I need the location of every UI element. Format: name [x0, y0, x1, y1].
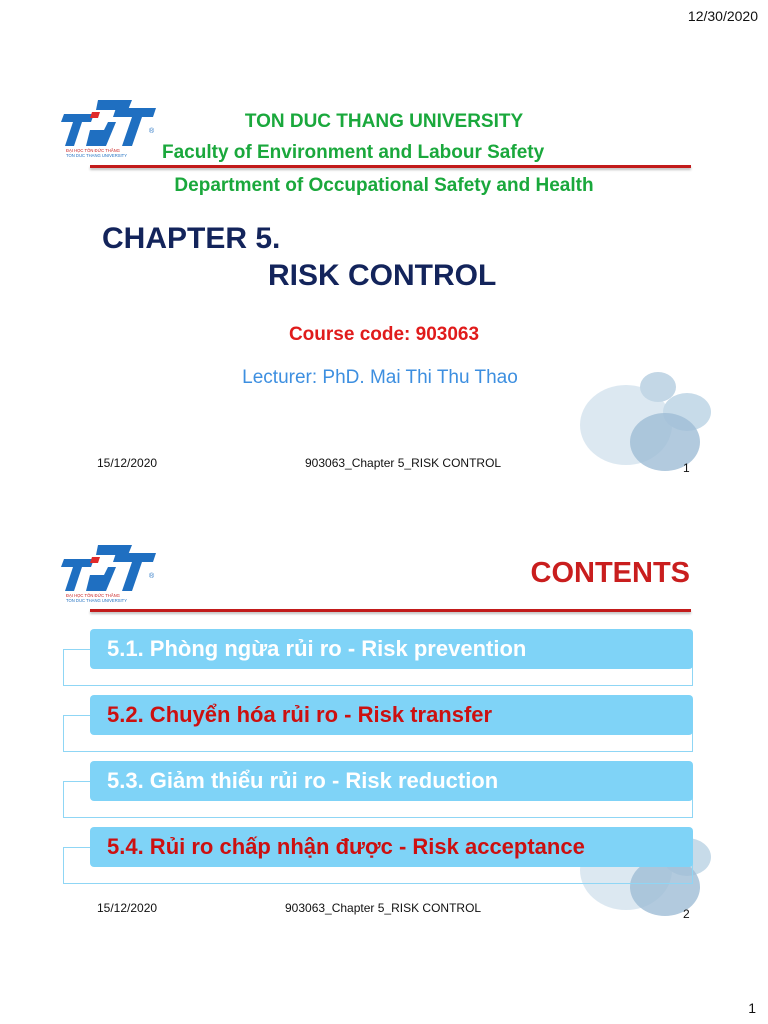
- chapter-title: RISK CONTROL: [268, 259, 497, 292]
- contents-divider: [90, 609, 691, 612]
- contents-item-risk-reduction[interactable]: 5.3. Giảm thiểu rủi ro - Risk reduction: [90, 761, 693, 801]
- faculty-name: Faculty of Environment and Labour Safety: [162, 142, 545, 163]
- university-name: TON DUC THANG UNIVERSITY: [244, 111, 524, 132]
- contents-item-connector: [63, 715, 91, 716]
- logo-subtitle-en: TON DUC THANG UNIVERSITY: [66, 153, 128, 158]
- logo-registered-mark: ®: [149, 573, 155, 580]
- contents-item-risk-acceptance[interactable]: 5.4. Rủi ro chấp nhận được - Risk acceptance: [90, 827, 693, 867]
- contents-item-risk-prevention[interactable]: 5.1. Phòng ngừa rủi ro - Risk prevention: [90, 629, 693, 669]
- logo-subtitle-en: TON DUC THANG UNIVERSITY: [66, 598, 128, 603]
- slide1-footer-page: 1: [683, 461, 690, 475]
- logo-subtitle-vn: ĐẠI HỌC TÔN ĐỨC THẮNG: [66, 593, 120, 598]
- contents-item-risk-transfer[interactable]: 5.2. Chuyển hóa rủi ro - Risk transfer: [90, 695, 693, 735]
- logo-registered-mark: ®: [149, 128, 155, 135]
- university-logo: [56, 545, 160, 605]
- print-page-number: 1: [748, 1000, 756, 1016]
- slide1-footer-title: 903063_Chapter 5_RISK CONTROL: [305, 456, 502, 470]
- contents-item-connector: [63, 649, 91, 650]
- header-divider: [90, 165, 691, 168]
- slide2-footer-date: 15/12/2020: [97, 901, 158, 915]
- slide1-footer-date: 15/12/2020: [97, 456, 158, 470]
- contents-item-connector: [63, 847, 91, 848]
- slide2-footer-page: 2: [683, 907, 690, 921]
- course-code: Course code: 903063: [288, 324, 480, 345]
- chapter-number: CHAPTER 5.: [102, 222, 281, 255]
- slide2-footer-title: 903063_Chapter 5_RISK CONTROL: [285, 901, 482, 915]
- logo-subtitle-vn: ĐẠI HỌC TÔN ĐỨC THẮNG: [66, 148, 120, 153]
- contents-title: CONTENTS: [530, 557, 690, 589]
- department-name: Department of Occupational Safety and Health: [174, 175, 594, 196]
- lecturer-name: Lecturer: PhD. Mai Thi Thu Thao: [242, 367, 518, 388]
- contents-item-connector: [63, 781, 91, 782]
- print-date: 12/30/2020: [687, 8, 758, 24]
